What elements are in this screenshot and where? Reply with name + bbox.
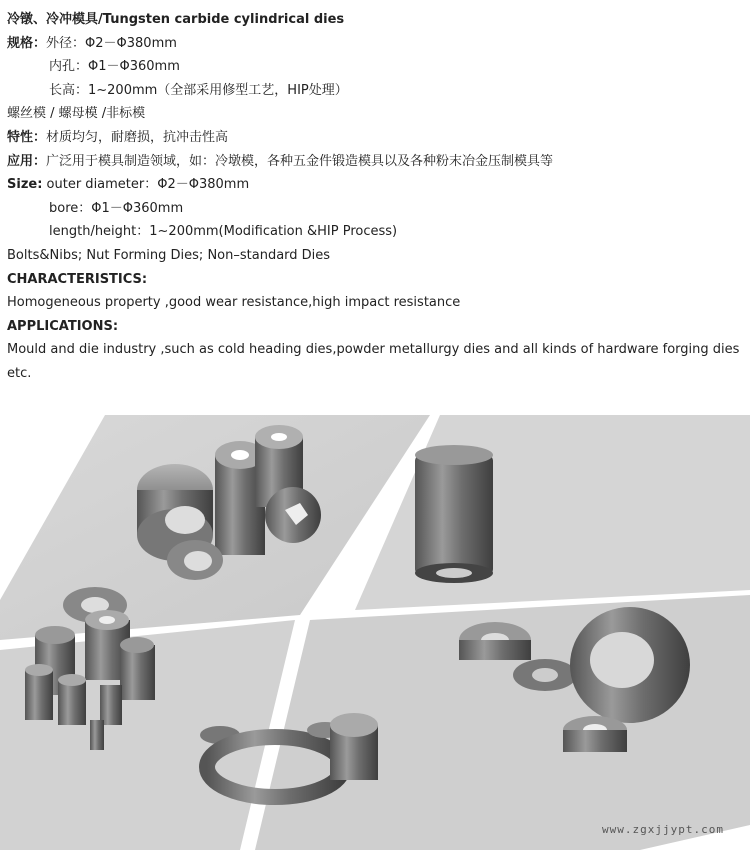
features-cn-text: 材质均匀，耐磨损，抗冲击性高 [46,129,229,145]
spec-label: 规格： [7,35,47,51]
spec-bore: 内孔：Φ1－Φ360mm [49,59,180,75]
types-en: Bolts&Nibs; Nut Forming Dies; Non–standard Dies [7,247,331,263]
size-en-row [7,173,747,197]
size-en-outer: outer diameter：Φ2－Φ380mm [46,177,250,193]
product-photo-collage [0,415,750,850]
size-en-bore: bore：Φ1－Φ360mm [49,200,184,216]
apps-cn-row [7,150,747,174]
size-en-label: Size: [7,177,43,193]
characteristics-text: Homogeneous property ,good wear resistance,high impact resistance [7,295,461,311]
watermark-url: www.zgxjjypt.com [602,823,724,836]
spec-outer: 外径：Φ2－Φ380mm [46,35,177,51]
spec-outer-row [7,32,747,56]
characteristics-heading: CHARACTERISTICS: [7,271,148,287]
apps-cn-label: 应用： [7,153,47,169]
apps-cn-text: 广泛用于模具制造领域，如：冷墩模，各种五金件锻造模具以及各种粉末冶金压制模具等 [46,153,554,169]
page-title: 冷镦、冷冲模具/Tungsten carbide cylindrical dies [7,12,345,27]
applications-heading: APPLICATIONS: [7,318,119,334]
features-cn-row [7,126,747,150]
types-cn: 螺丝模 / 螺母模 /非标模 [7,106,146,122]
product-description [7,8,747,386]
features-cn-label: 特性： [7,129,47,145]
applications-text: Mould and die industry ,such as cold heading dies,powder metallurgy dies and all kinds of hardware forging dies etc. [7,342,740,381]
sleeve-top-right [415,445,493,583]
spec-length: 长高：1~200mm（全部采用修型工艺，HIP处理） [49,82,348,98]
size-en-length: length/height：1~200mm(Modification &HIP Process) [49,224,398,240]
